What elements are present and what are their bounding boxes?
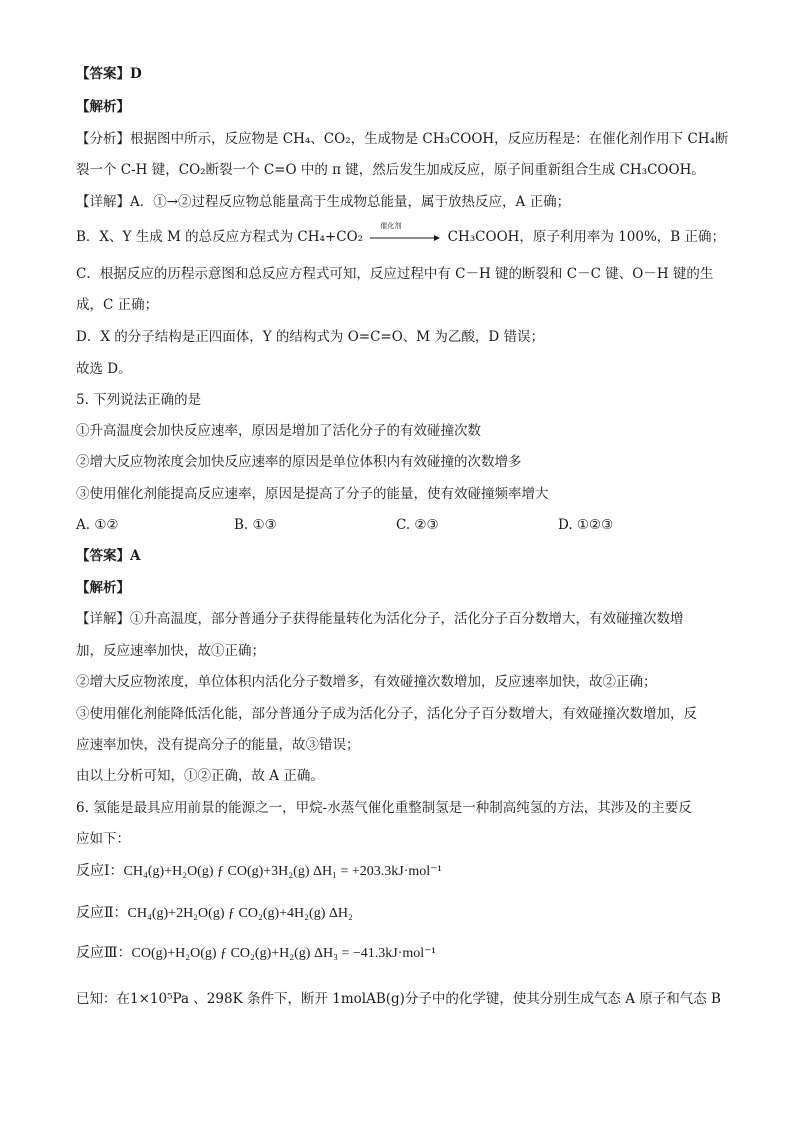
question-6-known-conditions: 已知：在1×10⁵Pa 、298K 条件下，断开 1molAB(g)分子中的化学键，使其分别生成气态 A 原子和气态 B [76,991,721,1007]
detail-d-q4: D．X 的分子结构是正四面体，Y 的结构式为 O=C=O、M 为乙酸，D 错误； [76,329,545,345]
reaction-1-equation: 反应Ⅰ：CH₄(g)+H₂O(g) ƒ CO(g)+3H₂(g) ΔH₁ = +203.3kJ·mol⁻¹ [76,864,442,879]
question-5-option-c: C. ②③ [396,517,439,533]
question-5-option-d: D. ①②③ [558,517,614,533]
question-6-stem: 6. 氢能是最具应用前景的能源之一，甲烷-水蒸气催化重整制氢是一种制高纯氢的方法，其涉及的主要反 [76,800,692,816]
question-5-stem: 5. 下列说法正确的是 [76,392,202,408]
detail-3-q5: ③使用催化剂能降低活化能，部分普通分子成为活化分子，活化分子百分数增大，有效碰撞次数增加，反 [76,706,697,722]
question-5-option-b: B. ①③ [234,517,277,533]
answer-heading-q5: 【答案】A [76,548,141,564]
reaction-3-equation: 反应Ⅲ：CO(g)+H₂O(g) ƒ CO₂(g)+H₂(g) ΔH₃ = −41.3kJ·mol⁻¹ [76,946,436,961]
detail-a-q4: 【详解】A．①→②过程反应物总能量高于生成物总能量，属于放热反应，A 正确； [76,194,571,210]
detail-b-q4 [76,222,726,247]
question-5-statement-1: ①升高温度会加快反应速率，原因是增加了活化分子的有效碰撞次数 [76,423,481,439]
detail-c-q4: C．根据反应的历程示意图和总反应方程式可知，反应过程中有 C－H 键的断裂和 C－C 键、O－H 键的生 [76,266,714,282]
analysis-text-q4: 【分析】根据图中所示，反应物是 CH₄、CO₂，生成物是 CH₃COOH，反应历程是：在催化剂作用下 CH₄断 [76,131,729,147]
question-5-statement-2: ②增大反应物浓度会加快反应速率的原因是单位体积内有效碰撞的次数增多 [76,454,522,470]
analysis-heading-q4: 【解析】 [76,99,130,115]
reaction-2-equation: 反应Ⅱ：CH₄(g)+2H₂O(g) ƒ CO₂(g)+4H₂(g) ΔH₂ [76,906,353,921]
detail-1-q5-cont: 加，反应速率加快，故①正确； [76,643,265,659]
answer-heading-q4: 【答案】D [76,66,142,82]
detail-b-text-after: CH₃COOH，原子利用率为 100%，B 正确； [447,229,726,245]
analysis-text-q4-cont: 裂一个 C-H 键，CO₂断裂一个 C=O 中的 π 键，然后发生加成反应，原子间重新组合生成 CH₃COOH。 [76,162,705,178]
catalyst-label: 催化剂 [380,222,402,230]
conclusion-q4: 故选 D。 [76,361,132,377]
detail-b-text-before: B．X、Y 生成 M 的总反应方程式为 CH₄+CO₂ [76,229,364,245]
question-5-statement-3: ③使用催化剂能提高反应速率，原因是提高了分子的能量，使有效碰撞频率增大 [76,486,549,502]
detail-3-q5-cont: 应速率加快，没有提高分子的能量，故③错误； [76,737,360,753]
detail-2-q5: ②增大反应物浓度，单位体积内活化分子数增多，有效碰撞次数增加，反应速率加快，故②正确； [76,674,657,690]
reaction-arrow [370,222,440,244]
question-5-option-a: A. ①② [76,517,119,533]
arrow-icon [370,235,440,241]
analysis-heading-q5: 【解析】 [76,580,130,596]
detail-c-q4-cont: 成，C 正确； [76,297,159,313]
detail-1-q5: 【详解】①升高温度，部分普通分子获得能量转化为活化分子，活化分子百分数增大，有效碰撞次数增 [76,611,684,627]
summary-q5: 由以上分析可知，①②正确，故 A 正确。 [76,768,324,784]
question-6-stem-cont: 应如下： [76,831,130,847]
